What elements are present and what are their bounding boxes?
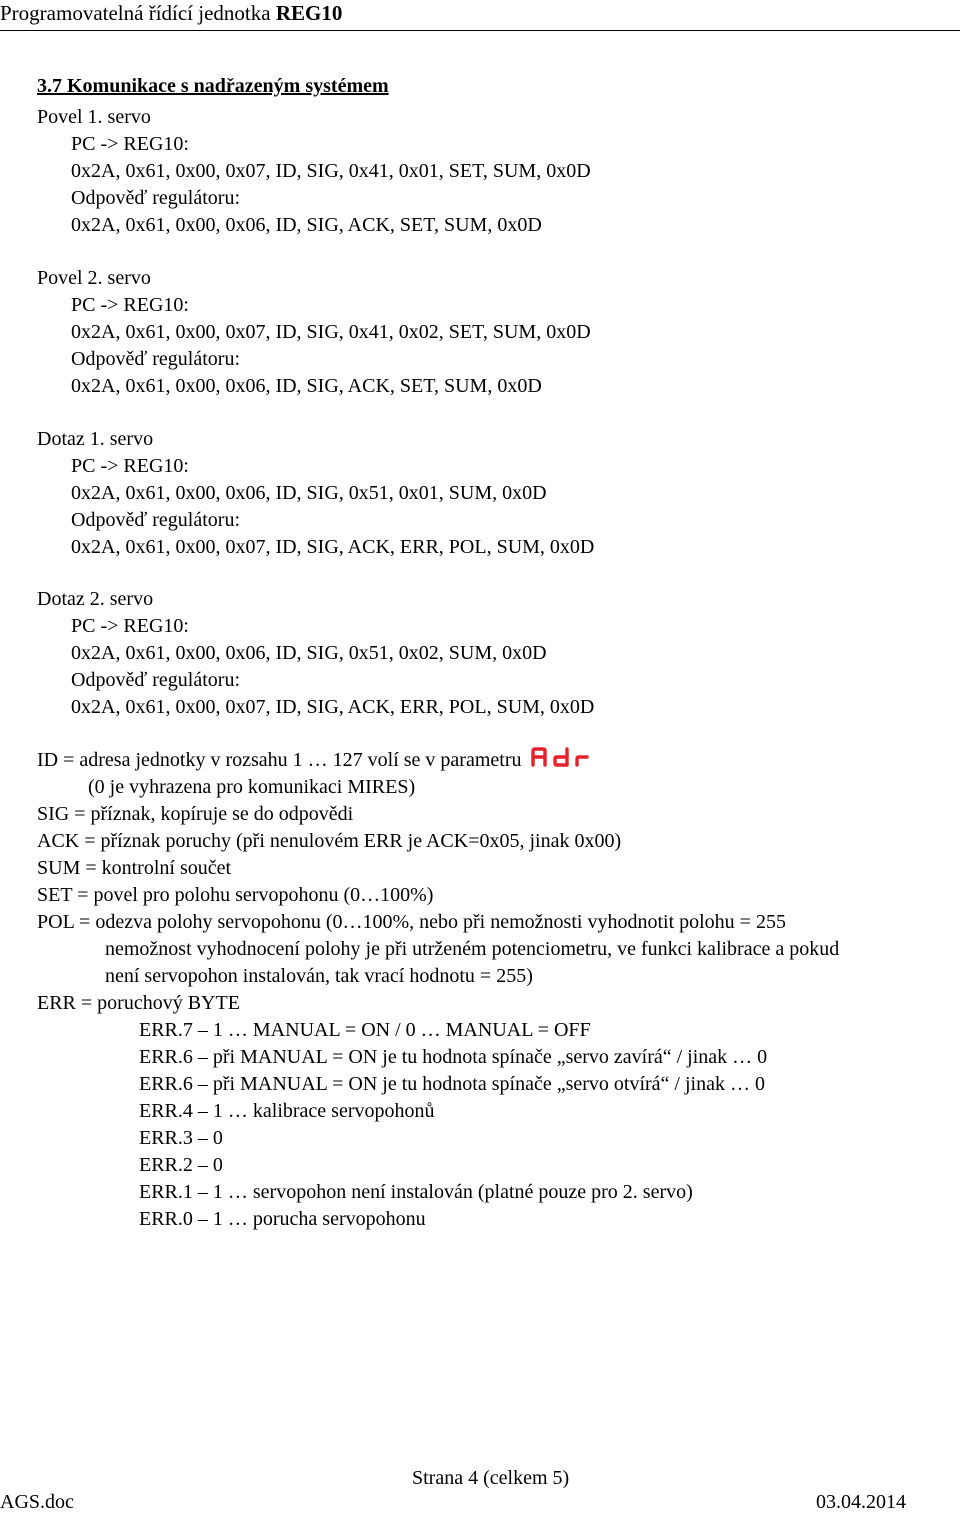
def-ack: ACK = příznak poruchy (při nenulovém ERR je ACK=0x05, jinak 0x00) xyxy=(37,830,622,852)
err-bit-6-close: ERR.6 – při MANUAL = ON je tu hodnota spínače „servo zavírá“ / jinak … 0 xyxy=(139,1046,768,1068)
err-bit-4: ERR.4 – 1 … kalibrace servopohonů xyxy=(139,1100,435,1122)
err-bit-1: ERR.1 – 1 … servopohon není instalován (platné pouze pro 2. servo) xyxy=(139,1181,693,1203)
block-1-title: Povel 1. servo xyxy=(37,106,151,128)
def-set: SET = povel pro polohu servopohonu (0…100%) xyxy=(37,884,434,906)
block-3-pc-label: PC -> REG10: xyxy=(71,455,189,477)
def-id-note: (0 je vyhrazena pro komunikaci MIRES) xyxy=(88,776,416,798)
page-header xyxy=(0,0,342,26)
err-bit-2: ERR.2 – 0 xyxy=(139,1154,223,1176)
block-3-pc-frame: 0x2A, 0x61, 0x00, 0x06, ID, SIG, 0x51, 0x01, SUM, 0x0D xyxy=(71,482,547,504)
block-2-title: Povel 2. servo xyxy=(37,267,151,289)
block-4-pc-label: PC -> REG10: xyxy=(71,615,189,637)
block-4-title: Dotaz 2. servo xyxy=(37,588,154,610)
footer-filename: AGS.doc xyxy=(0,1491,74,1513)
block-3-resp-frame: 0x2A, 0x61, 0x00, 0x07, ID, SIG, ACK, ERR, POL, SUM, 0x0D xyxy=(71,536,595,558)
block-4-resp-frame: 0x2A, 0x61, 0x00, 0x07, ID, SIG, ACK, ERR, POL, SUM, 0x0D xyxy=(71,696,595,718)
header-title-bold: REG10 xyxy=(275,1,343,25)
err-bit-6-open: ERR.6 – při MANUAL = ON je tu hodnota spínače „servo otvírá“ / jinak … 0 xyxy=(139,1073,765,1095)
def-pol-continued-2: není servopohon instalován, tak vrací hodnotu = 255) xyxy=(105,965,533,987)
def-err: ERR = poruchový BYTE xyxy=(37,992,240,1014)
err-bit-3: ERR.3 – 0 xyxy=(139,1127,223,1149)
block-2-resp-label: Odpověď regulátoru: xyxy=(71,348,240,370)
block-3-resp-label: Odpověď regulátoru: xyxy=(71,509,240,531)
def-id xyxy=(37,747,589,775)
block-1-pc-frame: 0x2A, 0x61, 0x00, 0x07, ID, SIG, 0x41, 0x01, SET, SUM, 0x0D xyxy=(71,160,591,182)
block-2-pc-label: PC -> REG10: xyxy=(71,294,189,316)
block-3-title: Dotaz 1. servo xyxy=(37,428,154,450)
section-title: 3.7 Komunikace s nadřazeným systémem xyxy=(37,75,389,97)
block-4-resp-label: Odpověď regulátoru: xyxy=(71,669,240,691)
header-title: Programovatelná řídící jednotka xyxy=(0,1,276,25)
def-sum: SUM = kontrolní součet xyxy=(37,857,232,879)
block-1-resp-frame: 0x2A, 0x61, 0x00, 0x06, ID, SIG, ACK, SET, SUM, 0x0D xyxy=(71,214,542,236)
footer-page-number: Strana 4 (celkem 5) xyxy=(412,1467,570,1489)
block-1-resp-label: Odpověď regulátoru: xyxy=(71,187,240,209)
block-2-pc-frame: 0x2A, 0x61, 0x00, 0x07, ID, SIG, 0x41, 0x02, SET, SUM, 0x0D xyxy=(71,321,591,343)
def-pol-continued-1: nemožnost vyhodnocení polohy je při utrženém potenciometru, ve funkci kalibrace a pokud xyxy=(105,938,840,960)
err-bit-0: ERR.0 – 1 … porucha servopohonu xyxy=(139,1208,426,1230)
block-1-pc-label: PC -> REG10: xyxy=(71,133,189,155)
def-sig: SIG = příznak, kopíruje se do odpovědi xyxy=(37,803,354,825)
footer-date: 03.04.2014 xyxy=(816,1491,906,1513)
err-bit-7: ERR.7 – 1 … MANUAL = ON / 0 … MANUAL = OFF xyxy=(139,1019,591,1041)
block-2-resp-frame: 0x2A, 0x61, 0x00, 0x06, ID, SIG, ACK, SET, SUM, 0x0D xyxy=(71,375,542,397)
def-id-text: ID = adresa jednotky v rozsahu 1 … 127 volí se v parametru xyxy=(37,749,522,771)
header-divider xyxy=(0,30,960,31)
def-pol: POL = odezva polohy servopohonu (0…100%, nebo při nemožnosti vyhodnotit polohu = 255 xyxy=(37,911,786,933)
block-4-pc-frame: 0x2A, 0x61, 0x00, 0x06, ID, SIG, 0x51, 0x02, SUM, 0x0D xyxy=(71,642,547,664)
adr-display-glyphs xyxy=(533,749,587,765)
adr-display-icon xyxy=(531,747,589,775)
